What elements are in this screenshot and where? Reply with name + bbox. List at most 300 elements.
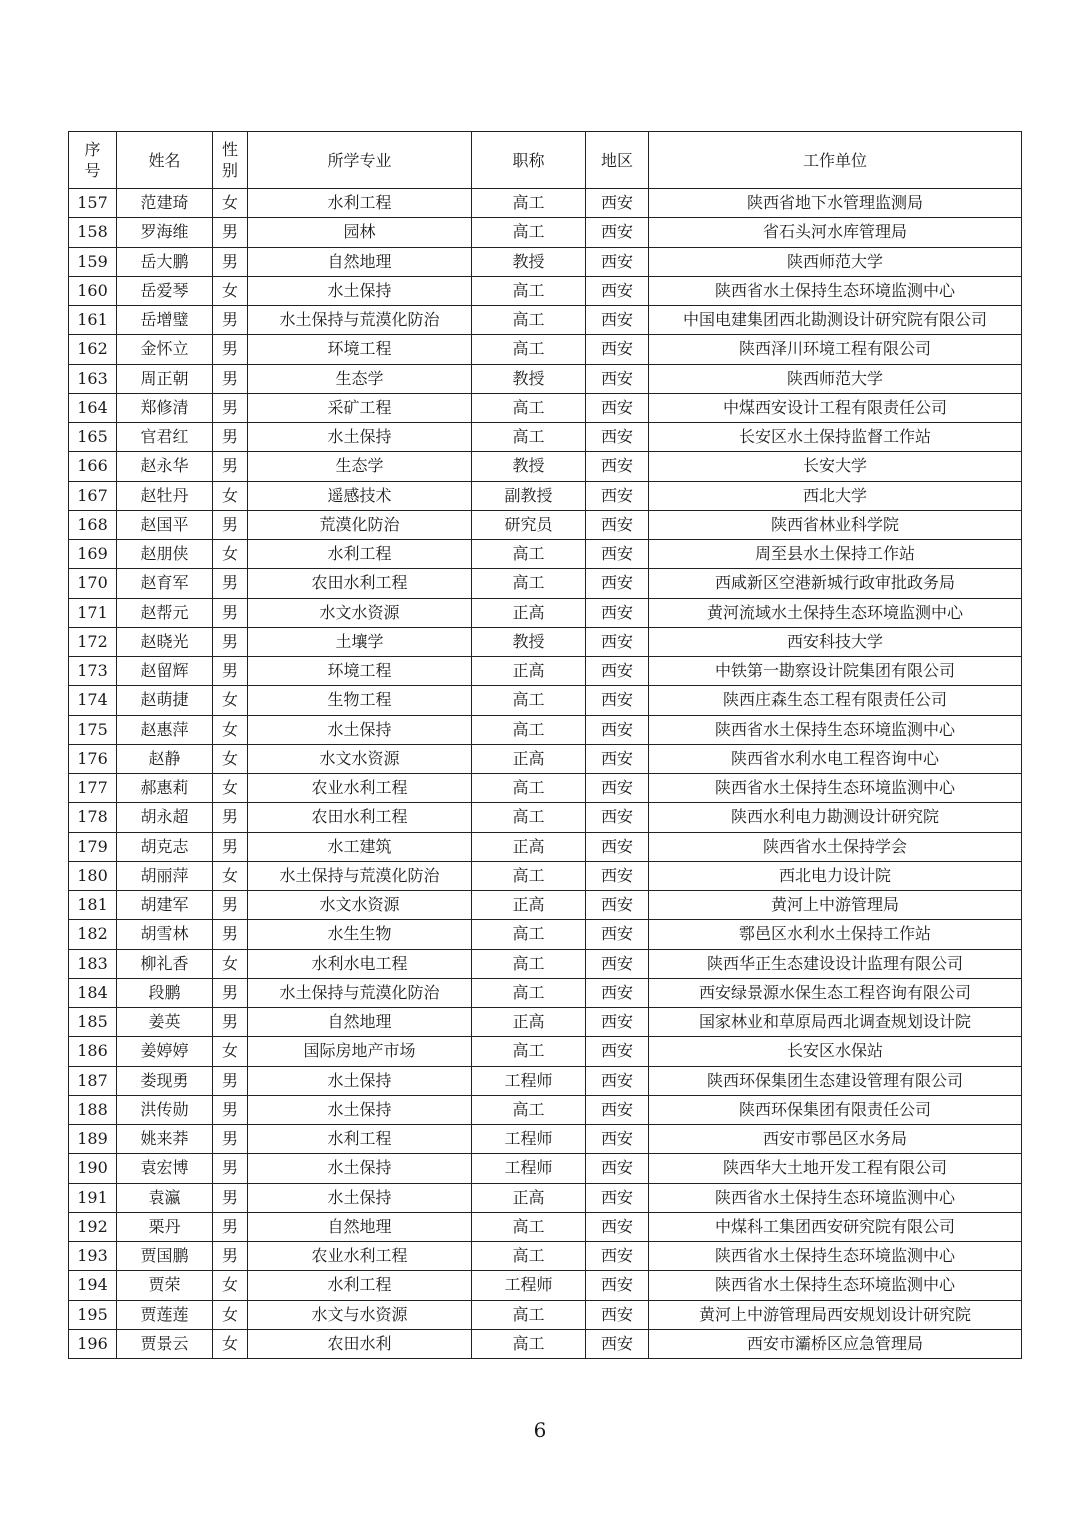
cell-serial-number: 159 xyxy=(69,247,117,276)
cell-work-unit: 周至县水土保持工作站 xyxy=(649,540,1022,569)
cell-name: 赵朋侠 xyxy=(117,540,213,569)
table-row xyxy=(69,949,1022,978)
cell-name: 范建琦 xyxy=(117,189,213,218)
cell-work-unit: 中国电建集团西北勘测设计研究院有限公司 xyxy=(649,306,1022,335)
header-region: 地区 xyxy=(586,132,649,189)
cell-title: 工程师 xyxy=(472,1154,586,1183)
table-row xyxy=(69,218,1022,247)
cell-serial-number: 172 xyxy=(69,627,117,656)
cell-region: 西安 xyxy=(586,774,649,803)
table-row xyxy=(69,774,1022,803)
cell-title: 正高 xyxy=(472,657,586,686)
cell-region: 西安 xyxy=(586,1008,649,1037)
cell-sex: 女 xyxy=(213,1329,248,1358)
cell-major: 荒漠化防治 xyxy=(248,510,472,539)
cell-serial-number: 171 xyxy=(69,598,117,627)
cell-title: 高工 xyxy=(472,803,586,832)
cell-name: 赵萌捷 xyxy=(117,686,213,715)
cell-region: 西安 xyxy=(586,1095,649,1124)
cell-sex: 男 xyxy=(213,335,248,364)
table-row xyxy=(69,481,1022,510)
cell-title: 高工 xyxy=(472,335,586,364)
cell-region: 西安 xyxy=(586,920,649,949)
cell-sex: 女 xyxy=(213,189,248,218)
cell-major: 水土保持 xyxy=(248,1095,472,1124)
cell-region: 西安 xyxy=(586,686,649,715)
cell-title: 高工 xyxy=(472,1242,586,1271)
cell-region: 西安 xyxy=(586,1242,649,1271)
cell-title: 正高 xyxy=(472,1183,586,1212)
cell-name: 赵静 xyxy=(117,744,213,773)
cell-sex: 男 xyxy=(213,920,248,949)
cell-region: 西安 xyxy=(586,657,649,686)
cell-serial-number: 161 xyxy=(69,306,117,335)
cell-serial-number: 186 xyxy=(69,1037,117,1066)
cell-major: 园林 xyxy=(248,218,472,247)
cell-sex: 男 xyxy=(213,1242,248,1271)
cell-title: 工程师 xyxy=(472,1125,586,1154)
cell-sex: 男 xyxy=(213,1066,248,1095)
cell-name: 赵惠萍 xyxy=(117,715,213,744)
cell-sex: 男 xyxy=(213,452,248,481)
header-serial-number xyxy=(69,132,117,189)
cell-title: 高工 xyxy=(472,1212,586,1241)
cell-name: 柳礼香 xyxy=(117,949,213,978)
cell-serial-number: 187 xyxy=(69,1066,117,1095)
cell-work-unit: 黄河上中游管理局西安规划设计研究院 xyxy=(649,1300,1022,1329)
cell-sex: 男 xyxy=(213,891,248,920)
cell-title: 高工 xyxy=(472,715,586,744)
cell-major: 水文与水资源 xyxy=(248,1300,472,1329)
cell-name: 胡建军 xyxy=(117,891,213,920)
cell-sex: 男 xyxy=(213,832,248,861)
cell-title: 高工 xyxy=(472,1037,586,1066)
cell-major: 农业水利工程 xyxy=(248,774,472,803)
cell-work-unit: 黄河上中游管理局 xyxy=(649,891,1022,920)
cell-work-unit: 国家林业和草原局西北调查规划设计院 xyxy=(649,1008,1022,1037)
cell-serial-number: 195 xyxy=(69,1300,117,1329)
cell-region: 西安 xyxy=(586,510,649,539)
cell-serial-number: 193 xyxy=(69,1242,117,1271)
cell-sex: 女 xyxy=(213,1037,248,1066)
cell-major: 生态学 xyxy=(248,452,472,481)
cell-work-unit: 陕西省水土保持生态环境监测中心 xyxy=(649,774,1022,803)
cell-title: 副教授 xyxy=(472,481,586,510)
cell-region: 西安 xyxy=(586,891,649,920)
cell-serial-number: 176 xyxy=(69,744,117,773)
table-row xyxy=(69,247,1022,276)
cell-title: 研究员 xyxy=(472,510,586,539)
cell-serial-number: 183 xyxy=(69,949,117,978)
cell-work-unit: 鄠邑区水利水土保持工作站 xyxy=(649,920,1022,949)
cell-work-unit: 黄河流域水土保持生态环境监测中心 xyxy=(649,598,1022,627)
cell-sex: 男 xyxy=(213,978,248,1007)
cell-serial-number: 179 xyxy=(69,832,117,861)
cell-name: 洪传勋 xyxy=(117,1095,213,1124)
cell-major: 环境工程 xyxy=(248,335,472,364)
cell-work-unit: 西安市灞桥区应急管理局 xyxy=(649,1329,1022,1358)
cell-title: 高工 xyxy=(472,861,586,890)
cell-region: 西安 xyxy=(586,949,649,978)
cell-title: 高工 xyxy=(472,920,586,949)
cell-major: 水工建筑 xyxy=(248,832,472,861)
cell-name: 赵永华 xyxy=(117,452,213,481)
table-row xyxy=(69,657,1022,686)
cell-name: 罗海维 xyxy=(117,218,213,247)
cell-region: 西安 xyxy=(586,715,649,744)
cell-work-unit: 陕西泽川环境工程有限公司 xyxy=(649,335,1022,364)
cell-sex: 男 xyxy=(213,598,248,627)
cell-sex: 男 xyxy=(213,393,248,422)
table-row xyxy=(69,189,1022,218)
cell-region: 西安 xyxy=(586,1037,649,1066)
cell-sex: 男 xyxy=(213,247,248,276)
table-row xyxy=(69,715,1022,744)
cell-work-unit: 陕西省水土保持生态环境监测中心 xyxy=(649,1183,1022,1212)
cell-serial-number: 162 xyxy=(69,335,117,364)
cell-work-unit: 陕西省水土保持学会 xyxy=(649,832,1022,861)
cell-work-unit: 长安大学 xyxy=(649,452,1022,481)
cell-major: 农田水利工程 xyxy=(248,569,472,598)
cell-name: 赵国平 xyxy=(117,510,213,539)
cell-major: 农田水利 xyxy=(248,1329,472,1358)
cell-serial-number: 181 xyxy=(69,891,117,920)
cell-region: 西安 xyxy=(586,481,649,510)
cell-serial-number: 166 xyxy=(69,452,117,481)
table-row xyxy=(69,1008,1022,1037)
cell-sex: 女 xyxy=(213,1271,248,1300)
cell-serial-number: 175 xyxy=(69,715,117,744)
cell-serial-number: 164 xyxy=(69,393,117,422)
cell-sex: 男 xyxy=(213,510,248,539)
cell-title: 正高 xyxy=(472,744,586,773)
cell-major: 遥感技术 xyxy=(248,481,472,510)
cell-title: 正高 xyxy=(472,832,586,861)
cell-major: 水土保持 xyxy=(248,1154,472,1183)
cell-serial-number: 167 xyxy=(69,481,117,510)
cell-work-unit: 西安科技大学 xyxy=(649,627,1022,656)
cell-sex: 女 xyxy=(213,949,248,978)
cell-serial-number: 192 xyxy=(69,1212,117,1241)
cell-sex: 男 xyxy=(213,423,248,452)
cell-region: 西安 xyxy=(586,1183,649,1212)
cell-name: 赵育军 xyxy=(117,569,213,598)
cell-title: 工程师 xyxy=(472,1271,586,1300)
cell-name: 赵留辉 xyxy=(117,657,213,686)
cell-region: 西安 xyxy=(586,393,649,422)
cell-work-unit: 陕西省水土保持生态环境监测中心 xyxy=(649,1242,1022,1271)
cell-work-unit: 陕西省水土保持生态环境监测中心 xyxy=(649,276,1022,305)
cell-sex: 男 xyxy=(213,1212,248,1241)
expert-roster-table xyxy=(68,131,1022,1359)
cell-work-unit: 陕西庄森生态工程有限责任公司 xyxy=(649,686,1022,715)
table-row xyxy=(69,1125,1022,1154)
cell-sex: 女 xyxy=(213,481,248,510)
table-row xyxy=(69,891,1022,920)
cell-name: 胡雪林 xyxy=(117,920,213,949)
cell-major: 自然地理 xyxy=(248,1008,472,1037)
cell-sex: 男 xyxy=(213,803,248,832)
cell-sex: 女 xyxy=(213,715,248,744)
cell-serial-number: 188 xyxy=(69,1095,117,1124)
cell-title: 高工 xyxy=(472,1329,586,1358)
table-row xyxy=(69,452,1022,481)
cell-serial-number: 191 xyxy=(69,1183,117,1212)
cell-work-unit: 陕西省水土保持生态环境监测中心 xyxy=(649,1271,1022,1300)
cell-work-unit: 陕西省水利水电工程咨询中心 xyxy=(649,744,1022,773)
cell-serial-number: 184 xyxy=(69,978,117,1007)
cell-work-unit: 长安区水保站 xyxy=(649,1037,1022,1066)
cell-sex: 男 xyxy=(213,1154,248,1183)
cell-region: 西安 xyxy=(586,189,649,218)
cell-name: 袁瀛 xyxy=(117,1183,213,1212)
cell-sex: 男 xyxy=(213,218,248,247)
cell-sex: 女 xyxy=(213,744,248,773)
cell-work-unit: 陕西环保集团有限责任公司 xyxy=(649,1095,1022,1124)
cell-region: 西安 xyxy=(586,1300,649,1329)
cell-title: 教授 xyxy=(472,452,586,481)
table-row xyxy=(69,861,1022,890)
table-row xyxy=(69,1154,1022,1183)
table-row xyxy=(69,1300,1022,1329)
cell-sex: 男 xyxy=(213,1008,248,1037)
cell-major: 土壤学 xyxy=(248,627,472,656)
cell-major: 水土保持 xyxy=(248,423,472,452)
cell-work-unit: 陕西华正生态建设设计监理有限公司 xyxy=(649,949,1022,978)
table-row xyxy=(69,276,1022,305)
cell-region: 西安 xyxy=(586,335,649,364)
cell-work-unit: 陕西师范大学 xyxy=(649,364,1022,393)
table-row xyxy=(69,510,1022,539)
cell-region: 西安 xyxy=(586,218,649,247)
cell-major: 采矿工程 xyxy=(248,393,472,422)
cell-name: 岳增璧 xyxy=(117,306,213,335)
cell-serial-number: 173 xyxy=(69,657,117,686)
cell-major: 水文水资源 xyxy=(248,891,472,920)
cell-serial-number: 163 xyxy=(69,364,117,393)
cell-serial-number: 169 xyxy=(69,540,117,569)
cell-name: 赵帮元 xyxy=(117,598,213,627)
cell-sex: 男 xyxy=(213,1125,248,1154)
cell-sex: 男 xyxy=(213,657,248,686)
cell-title: 高工 xyxy=(472,1300,586,1329)
table-row xyxy=(69,1183,1022,1212)
cell-title: 正高 xyxy=(472,1008,586,1037)
cell-name: 周正朝 xyxy=(117,364,213,393)
cell-region: 西安 xyxy=(586,627,649,656)
cell-region: 西安 xyxy=(586,364,649,393)
cell-title: 工程师 xyxy=(472,1066,586,1095)
cell-serial-number: 185 xyxy=(69,1008,117,1037)
cell-region: 西安 xyxy=(586,1329,649,1358)
cell-work-unit: 西北大学 xyxy=(649,481,1022,510)
cell-title: 正高 xyxy=(472,891,586,920)
cell-name: 贾国鹏 xyxy=(117,1242,213,1271)
cell-name: 贾景云 xyxy=(117,1329,213,1358)
cell-region: 西安 xyxy=(586,832,649,861)
cell-serial-number: 174 xyxy=(69,686,117,715)
cell-name: 贾荣 xyxy=(117,1271,213,1300)
cell-work-unit: 陕西环保集团生态建设管理有限公司 xyxy=(649,1066,1022,1095)
table-row xyxy=(69,832,1022,861)
table-row xyxy=(69,423,1022,452)
cell-major: 水利水电工程 xyxy=(248,949,472,978)
header-title: 职称 xyxy=(472,132,586,189)
cell-serial-number: 189 xyxy=(69,1125,117,1154)
cell-name: 郝惠莉 xyxy=(117,774,213,803)
cell-name: 郑修清 xyxy=(117,393,213,422)
cell-major: 水文水资源 xyxy=(248,598,472,627)
cell-title: 高工 xyxy=(472,978,586,1007)
cell-major: 水利工程 xyxy=(248,540,472,569)
cell-region: 西安 xyxy=(586,1066,649,1095)
cell-name: 胡克志 xyxy=(117,832,213,861)
cell-name: 金怀立 xyxy=(117,335,213,364)
cell-title: 高工 xyxy=(472,393,586,422)
cell-major: 自然地理 xyxy=(248,247,472,276)
table-row xyxy=(69,1271,1022,1300)
table-row xyxy=(69,1242,1022,1271)
cell-sex: 男 xyxy=(213,1095,248,1124)
cell-region: 西安 xyxy=(586,569,649,598)
cell-serial-number: 158 xyxy=(69,218,117,247)
cell-name: 胡永超 xyxy=(117,803,213,832)
cell-title: 高工 xyxy=(472,569,586,598)
cell-name: 胡丽萍 xyxy=(117,861,213,890)
cell-title: 教授 xyxy=(472,364,586,393)
cell-region: 西安 xyxy=(586,306,649,335)
cell-major: 水利工程 xyxy=(248,1271,472,1300)
cell-major: 国际房地产市场 xyxy=(248,1037,472,1066)
cell-work-unit: 省石头河水库管理局 xyxy=(649,218,1022,247)
table-row xyxy=(69,569,1022,598)
cell-title: 教授 xyxy=(472,247,586,276)
cell-work-unit: 西安绿景源水保生态工程咨询有限公司 xyxy=(649,978,1022,1007)
cell-work-unit: 西安市鄠邑区水务局 xyxy=(649,1125,1022,1154)
cell-major: 环境工程 xyxy=(248,657,472,686)
cell-serial-number: 194 xyxy=(69,1271,117,1300)
cell-title: 正高 xyxy=(472,598,586,627)
cell-sex: 女 xyxy=(213,540,248,569)
cell-serial-number: 178 xyxy=(69,803,117,832)
cell-sex: 女 xyxy=(213,276,248,305)
cell-major: 农业水利工程 xyxy=(248,1242,472,1271)
cell-title: 高工 xyxy=(472,774,586,803)
cell-work-unit: 西咸新区空港新城行政审批政务局 xyxy=(649,569,1022,598)
header-major: 所学专业 xyxy=(248,132,472,189)
cell-name: 赵牡丹 xyxy=(117,481,213,510)
table-row xyxy=(69,1037,1022,1066)
cell-sex: 男 xyxy=(213,364,248,393)
cell-major: 水土保持 xyxy=(248,1066,472,1095)
cell-name: 赵晓光 xyxy=(117,627,213,656)
cell-sex: 男 xyxy=(213,627,248,656)
cell-serial-number: 177 xyxy=(69,774,117,803)
table-row xyxy=(69,920,1022,949)
header-work-unit: 工作单位 xyxy=(649,132,1022,189)
cell-serial-number: 170 xyxy=(69,569,117,598)
cell-region: 西安 xyxy=(586,861,649,890)
cell-work-unit: 陕西省水土保持生态环境监测中心 xyxy=(649,715,1022,744)
cell-major: 生物工程 xyxy=(248,686,472,715)
cell-title: 高工 xyxy=(472,540,586,569)
cell-sex: 女 xyxy=(213,1300,248,1329)
table-header-row xyxy=(69,132,1022,189)
table-row xyxy=(69,306,1022,335)
cell-name: 姜婷婷 xyxy=(117,1037,213,1066)
cell-region: 西安 xyxy=(586,744,649,773)
table-row xyxy=(69,686,1022,715)
cell-title: 高工 xyxy=(472,423,586,452)
cell-title: 高工 xyxy=(472,686,586,715)
cell-work-unit: 陕西师范大学 xyxy=(649,247,1022,276)
cell-work-unit: 陕西省林业科学院 xyxy=(649,510,1022,539)
cell-work-unit: 中铁第一勘察设计院集团有限公司 xyxy=(649,657,1022,686)
cell-work-unit: 陕西水利电力勘测设计研究院 xyxy=(649,803,1022,832)
header-serial-number-line2: 号 xyxy=(84,161,101,180)
cell-major: 水土保持与荒漠化防治 xyxy=(248,306,472,335)
cell-work-unit: 西北电力设计院 xyxy=(649,861,1022,890)
cell-sex: 女 xyxy=(213,686,248,715)
cell-title: 高工 xyxy=(472,949,586,978)
cell-major: 水土保持与荒漠化防治 xyxy=(248,978,472,1007)
cell-work-unit: 中煤科工集团西安研究院有限公司 xyxy=(649,1212,1022,1241)
cell-major: 自然地理 xyxy=(248,1212,472,1241)
cell-title: 高工 xyxy=(472,1095,586,1124)
cell-major: 水利工程 xyxy=(248,189,472,218)
cell-work-unit: 陕西省地下水管理监测局 xyxy=(649,189,1022,218)
table-row xyxy=(69,803,1022,832)
table-row xyxy=(69,1095,1022,1124)
table-row xyxy=(69,978,1022,1007)
cell-region: 西安 xyxy=(586,1212,649,1241)
cell-major: 农田水利工程 xyxy=(248,803,472,832)
cell-name: 岳爱琴 xyxy=(117,276,213,305)
cell-region: 西安 xyxy=(586,803,649,832)
cell-region: 西安 xyxy=(586,423,649,452)
cell-title: 高工 xyxy=(472,218,586,247)
cell-name: 段鹏 xyxy=(117,978,213,1007)
cell-work-unit: 中煤西安设计工程有限责任公司 xyxy=(649,393,1022,422)
cell-name: 贾莲莲 xyxy=(117,1300,213,1329)
header-sex xyxy=(213,132,248,189)
cell-region: 西安 xyxy=(586,598,649,627)
table-row xyxy=(69,364,1022,393)
cell-serial-number: 165 xyxy=(69,423,117,452)
cell-major: 水文水资源 xyxy=(248,744,472,773)
cell-region: 西安 xyxy=(586,978,649,1007)
cell-name: 袁宏博 xyxy=(117,1154,213,1183)
header-name: 姓名 xyxy=(117,132,213,189)
table-row xyxy=(69,627,1022,656)
header-sex-line2: 别 xyxy=(221,161,238,180)
cell-region: 西安 xyxy=(586,1154,649,1183)
cell-region: 西安 xyxy=(586,1125,649,1154)
cell-title: 教授 xyxy=(472,627,586,656)
table-row xyxy=(69,598,1022,627)
header-sex-line1: 性 xyxy=(221,140,238,159)
page-number: 6 xyxy=(533,1418,547,1442)
cell-serial-number: 168 xyxy=(69,510,117,539)
table-row xyxy=(69,540,1022,569)
cell-region: 西安 xyxy=(586,540,649,569)
table-row xyxy=(69,1329,1022,1358)
table-row xyxy=(69,1066,1022,1095)
cell-name: 姚来莽 xyxy=(117,1125,213,1154)
cell-sex: 女 xyxy=(213,774,248,803)
table-body xyxy=(69,189,1022,1359)
cell-sex: 男 xyxy=(213,306,248,335)
